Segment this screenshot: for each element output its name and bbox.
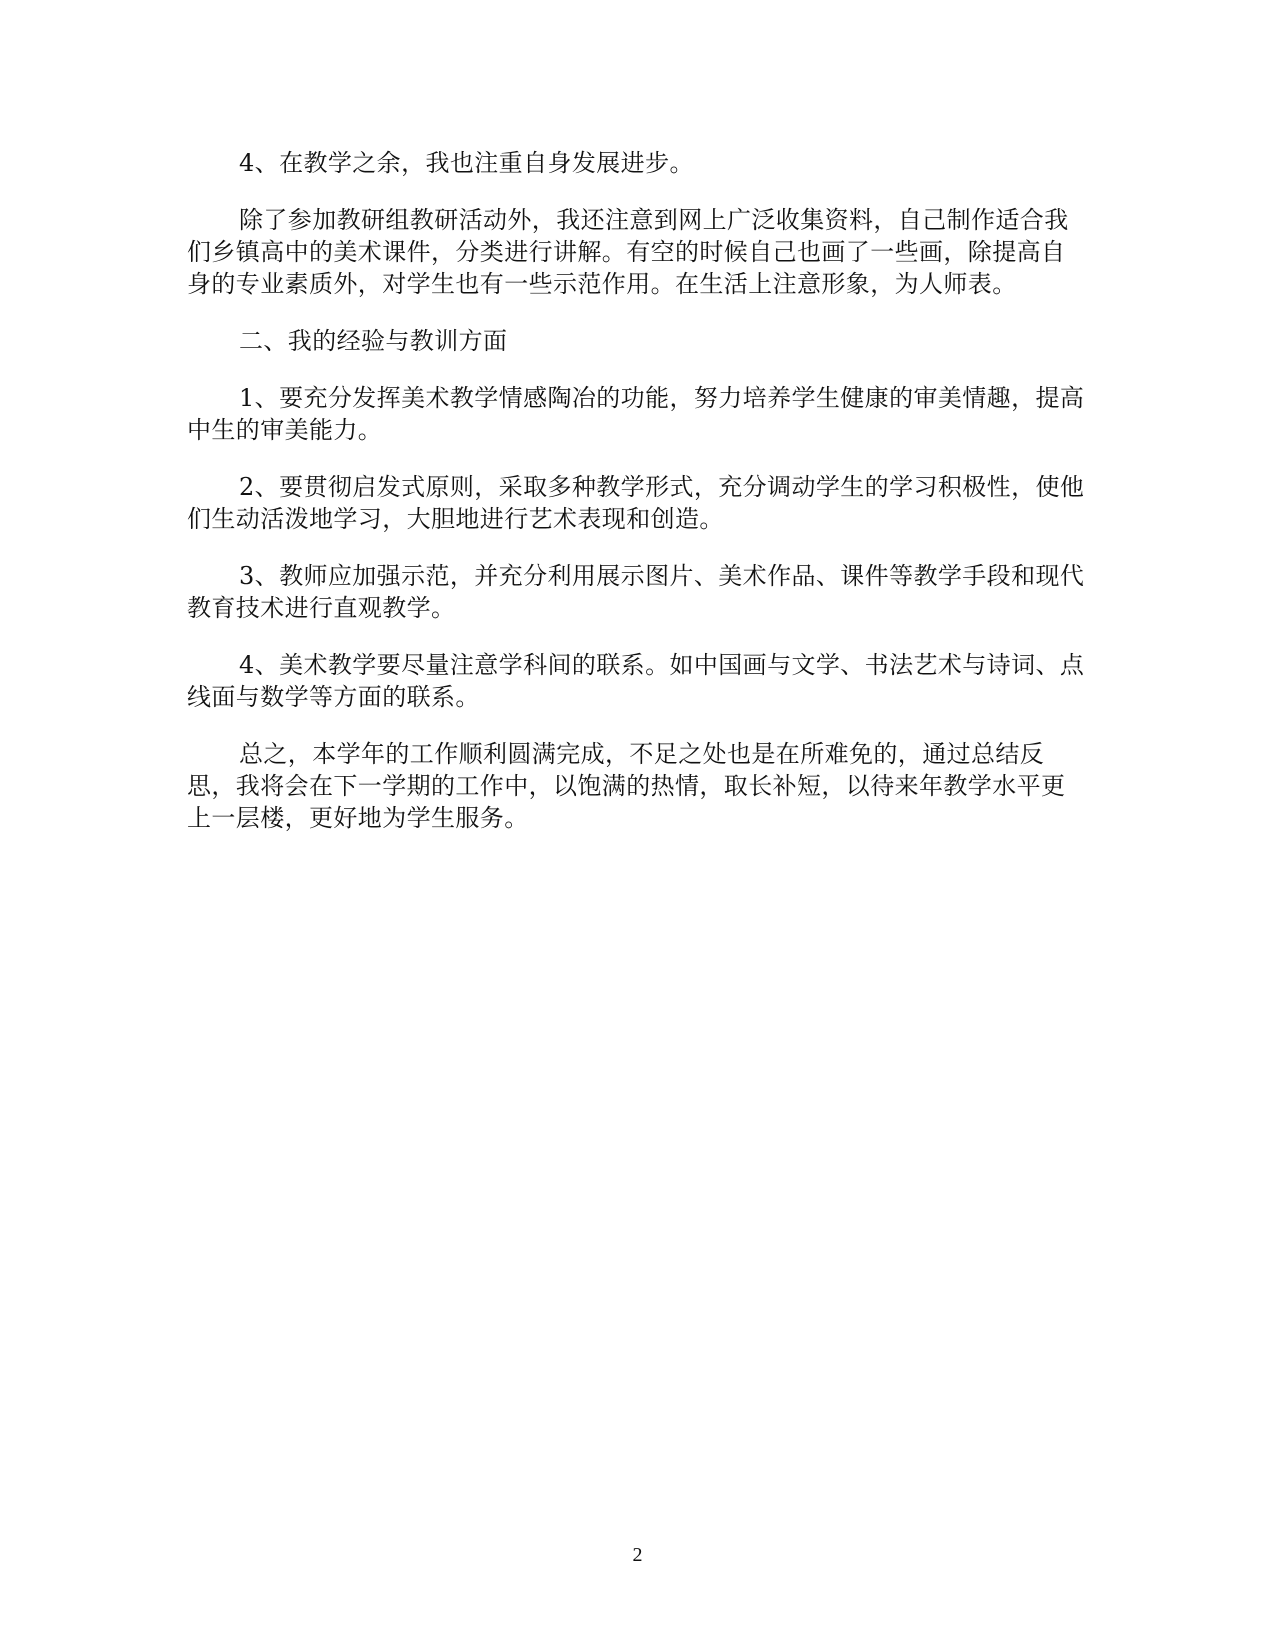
paragraph-point-4: 4、美术教学要尽量注意学科间的联系。如中国画与文学、书法艺术与诗词、点线面与数学等方面的联系。 [187, 651, 1085, 711]
paragraph-teaching-research: 除了参加教研组教研活动外，我还注意到网上广泛收集资料，自己制作适合我们乡镇高中的美术课件，分类进行讲解。有空的时候自己也画了一些画，除提高自身的专业素质外，对学生也有一些示范作用。在生活上注意形象，为人师表。 [187, 206, 1069, 298]
paragraph-point-2: 2、要贯彻启发式原则，采取多种教学形式，充分调动学生的学习积极性，使他们生动活泼地学习，大胆地进行艺术表现和创造。 [187, 473, 1085, 533]
paragraph-conclusion: 总之，本学年的工作顺利圆满完成，不足之处也是在所难免的，通过总结反思，我将会在下一学期的工作中，以饱满的热情，取长补短，以待来年教学水平更上一层楼，更好地为学生服务。 [187, 740, 1066, 832]
paragraph-self-development: 4、在教学之余，我也注重自身发展进步。 [239, 149, 694, 177]
section-heading-experience: 二、我的经验与教训方面 [239, 327, 508, 355]
paragraph-point-1: 1、要充分发挥美术教学情感陶冶的功能，努力培养学生健康的审美情趣，提高中生的审美能力。 [187, 384, 1085, 444]
paragraph-point-3: 3、教师应加强示范，并充分利用展示图片、美术作品、课件等教学手段和现代教育技术进行直观教学。 [187, 562, 1085, 622]
document-body [187, 147, 1087, 859]
page-number: 2 [632, 1544, 643, 1566]
